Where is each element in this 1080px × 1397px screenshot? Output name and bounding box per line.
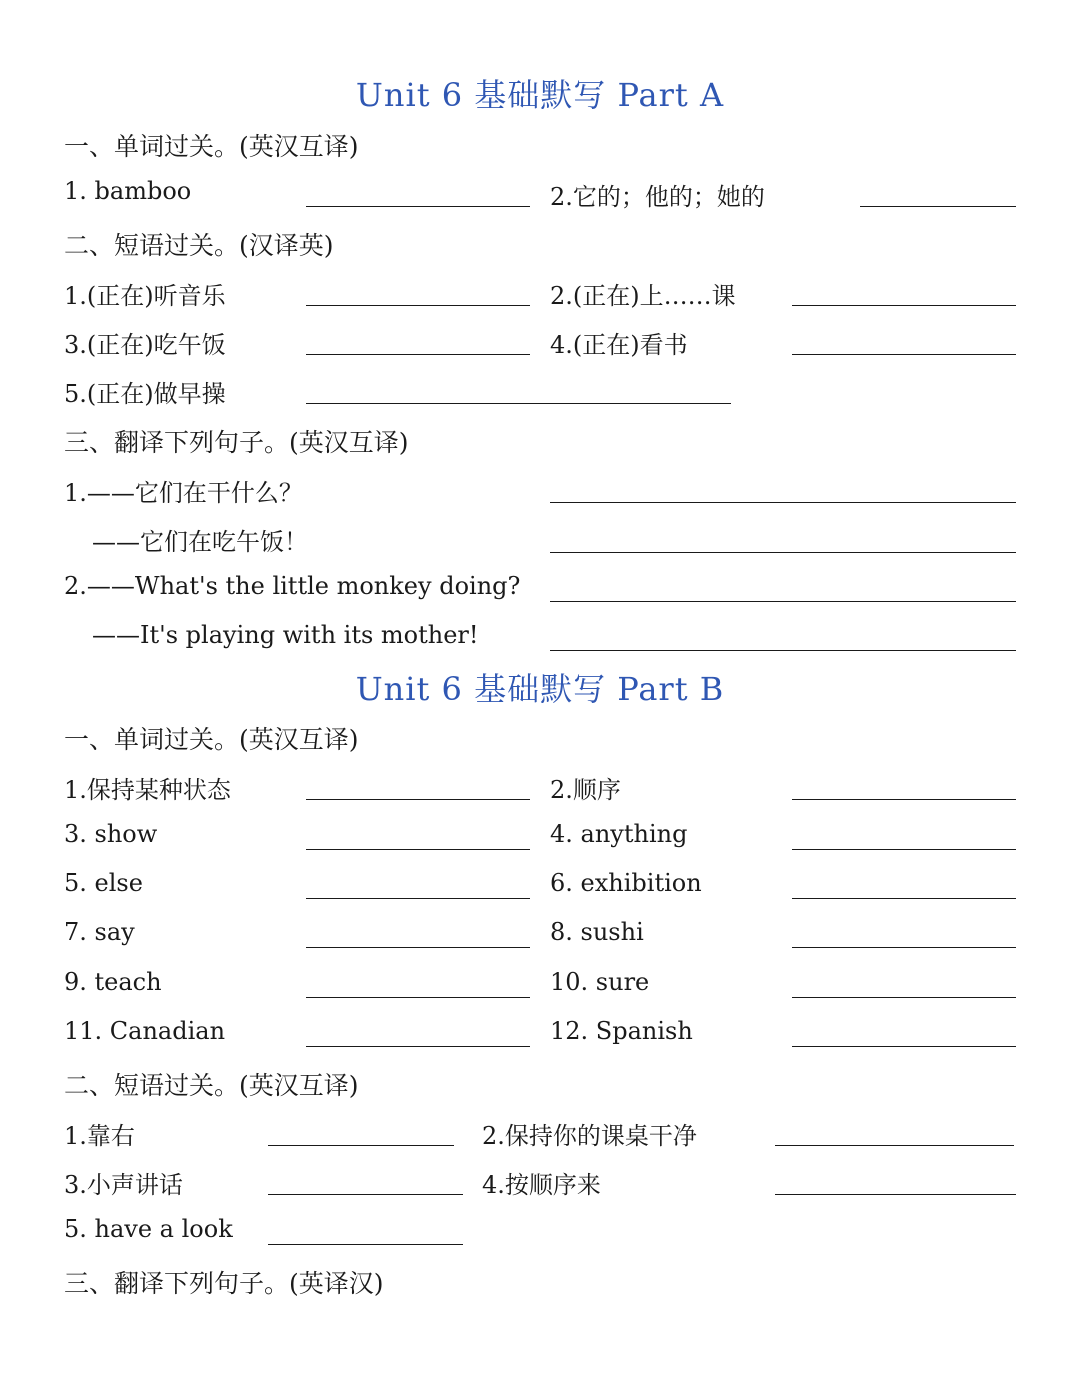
answer-blank[interactable] [268,1145,454,1146]
part-a-phrase-4: 4.(正在)看书 [550,331,688,359]
part-b-phrase-3: 3.小声讲话 [64,1171,183,1199]
part-b-word-2: 2.顺序 [550,776,621,804]
part-b-word-11: 11. Canadian [64,1017,226,1045]
part-b-word-6: 6. exhibition [550,869,702,897]
answer-blank[interactable] [306,997,530,998]
part-b-title: Unit 6 基础默写 Part B [355,670,725,708]
part-a-sentence-2a: 2.——What's the little monkey doing? [64,572,521,600]
answer-blank[interactable] [306,1046,530,1047]
part-a-sentence-1a: 1.——它们在干什么？ [64,479,303,507]
part-b-section-2-heading: 二、短语过关。(英汉互译) [64,1071,359,1100]
answer-blank[interactable] [792,354,1016,355]
answer-blank[interactable] [306,898,530,899]
part-a-sentence-2b: ——It's playing with its mother! [92,621,479,649]
part-b-word-1: 1.保持某种状态 [64,776,231,804]
part-a-section-3-heading: 三、翻译下列句子。(英汉互译) [64,428,409,457]
answer-blank[interactable] [268,1194,463,1195]
answer-blank[interactable] [792,997,1016,998]
answer-blank[interactable] [792,799,1016,800]
answer-blank[interactable] [306,354,530,355]
part-b-phrase-2: 2.保持你的课桌干净 [482,1122,697,1150]
part-b-section-1-heading: 一、单词过关。(英汉互译) [64,725,359,754]
part-b-word-12: 12. Spanish [550,1017,693,1045]
part-b-word-3: 3. show [64,820,158,848]
answer-blank[interactable] [306,403,731,404]
part-b-section-3-heading: 三、翻译下列句子。(英译汉) [64,1269,384,1298]
part-b-word-7: 7. say [64,918,135,946]
part-b-word-8: 8. sushi [550,918,644,946]
answer-blank[interactable] [792,1046,1016,1047]
answer-blank[interactable] [306,947,530,948]
part-a-word-2: 2.它的；他的；她的 [550,183,765,211]
part-a-word-1: 1. bamboo [64,177,192,205]
part-b-word-10: 10. sure [550,968,650,996]
answer-blank[interactable] [792,898,1016,899]
part-a-section-1-heading: 一、单词过关。(英汉互译) [64,132,359,161]
answer-blank[interactable] [550,552,1016,553]
answer-blank[interactable] [550,650,1016,651]
part-a-phrase-3: 3.(正在)吃午饭 [64,331,226,359]
answer-blank[interactable] [792,947,1016,948]
part-a-phrase-2: 2.(正在)上……课 [550,282,736,310]
answer-blank[interactable] [792,305,1016,306]
answer-blank[interactable] [775,1145,1014,1146]
answer-blank[interactable] [268,1244,463,1245]
part-b-phrase-1: 1.靠右 [64,1122,135,1150]
part-b-phrase-4: 4.按顺序来 [482,1171,601,1199]
part-a-sentence-1b: ——它们在吃午饭！ [92,528,308,556]
answer-blank[interactable] [306,206,530,207]
part-b-word-9: 9. teach [64,968,162,996]
part-b-phrase-5: 5. have a look [64,1215,233,1243]
part-b-word-5: 5. else [64,869,143,897]
answer-blank[interactable] [306,305,530,306]
answer-blank[interactable] [550,502,1016,503]
answer-blank[interactable] [306,799,530,800]
answer-blank[interactable] [775,1194,1016,1195]
part-a-phrase-5: 5.(正在)做早操 [64,380,226,408]
part-a-section-2-heading: 二、短语过关。(汉译英) [64,231,334,260]
answer-blank[interactable] [306,849,530,850]
part-a-phrase-1: 1.(正在)听音乐 [64,282,226,310]
answer-blank[interactable] [860,206,1016,207]
part-b-word-4: 4. anything [550,820,688,848]
part-a-title: Unit 6 基础默写 Part A [355,76,725,114]
answer-blank[interactable] [792,849,1016,850]
answer-blank[interactable] [550,601,1016,602]
